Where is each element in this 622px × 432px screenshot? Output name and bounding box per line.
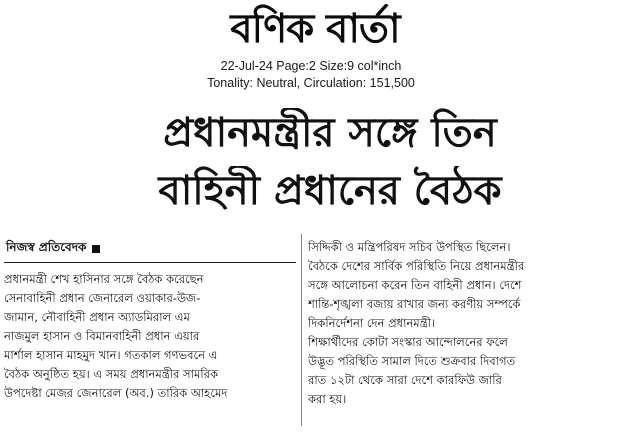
text-line: সিদ্দিকী ও মন্ত্রিপরিষদ সচিব উপস্থিত ছিলেন। [308, 240, 511, 254]
headline-line-2: বাহিনী প্রধানের বৈঠক [158, 168, 502, 214]
text-line: বৈঠকে দেশের সার্বিক পরিস্থিতি নিয়ে প্রধানমন্ত্রীর [308, 259, 525, 273]
text-line: প্রধানমন্ত্রী শেখ হাসিনার সঙ্গে বৈঠক করেছেন [4, 272, 204, 286]
text-line: শিক্ষার্থীদের কোটা সংস্কার আন্দোলনের ফলে [308, 335, 508, 349]
text-line: শান্তি-শৃঙ্খলা বজায় রাখার জন্য করণীয় সম্পর্কে [308, 297, 521, 311]
byline-text: নিজস্ব প্রতিবেদক [6, 240, 87, 254]
text-line: জামান, নৌবাহিনী প্রধান অ্যাডমিরাল এম [4, 310, 190, 324]
clipping-meta-date-page-size: 22-Jul-24 Page:2 Size:9 col*inch [220, 59, 402, 73]
square-bullet-icon [92, 245, 100, 253]
text-line: নাজমুল হাসান ও বিমানবাহিনী প্রধান এয়ার [4, 329, 200, 343]
text-line: রাত ১২টা থেকে সারা দেশে কারফিউ জারি [308, 373, 502, 387]
article-column-left [4, 270, 294, 403]
column-divider [301, 234, 302, 426]
text-line: মার্শাল হাসান মাহমুদ খান। গতকাল গণভবনে এ [4, 348, 218, 362]
text-line: সেনাবাহিনী প্রধান জেনারেল ওয়াকার-উজ- [4, 291, 201, 305]
text-line: দিকনির্দেশনা দেন প্রধানমন্ত্রী। [308, 316, 436, 330]
text-line: করা হয়। [308, 392, 347, 406]
text-line: উপদেষ্টা মেজর জেনারেল (অব.) তারিক আহমেদ [4, 386, 228, 400]
byline-divider [4, 262, 296, 263]
text-line: উদ্ভূত পরিস্থিতি সামাল দিতে শুক্রবার দিবাগত [308, 354, 516, 368]
headline-line-1: প্রধানমন্ত্রীর সঙ্গে তিন [163, 110, 497, 156]
byline [6, 240, 100, 258]
clipping-meta-tonality-circulation: Tonality: Neutral, Circulation: 151,500 [207, 76, 415, 90]
text-line: সঙ্গে আলোচনা করেন তিন বাহিনী প্রধান। দেশে [308, 278, 522, 292]
newspaper-masthead: বণিক বার্তা [230, 6, 400, 52]
text-line: বৈঠক অনুষ্ঠিত হয়। এ সময় প্রধানমন্ত্রীর সামরিক [4, 367, 219, 381]
article-column-right [308, 238, 608, 409]
